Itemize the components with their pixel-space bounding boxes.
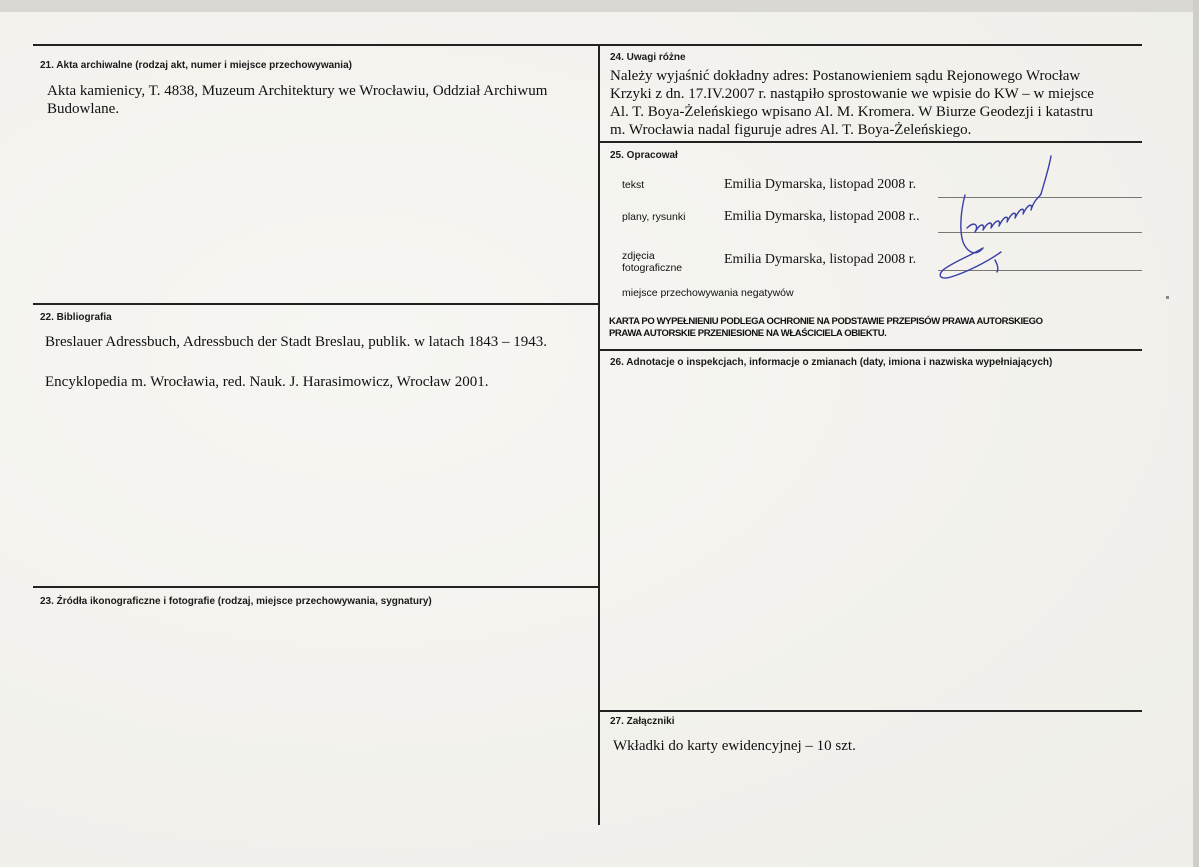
s22-label: 22. Bibliografia bbox=[40, 312, 112, 323]
rule-s22-top bbox=[33, 303, 599, 305]
scan-top-edge bbox=[0, 0, 1199, 12]
rule-center-vertical bbox=[598, 44, 600, 825]
s26-label: 26. Adnotacje o inspekcjach, informacje o zmianach (daty, imiona i nazwiska wypełniających) bbox=[610, 357, 1053, 368]
copyright-note-line2: PRAWA AUTORSKIE PRZENIESIONE NA WŁAŚCICIELA OBIEKTU. bbox=[609, 328, 887, 339]
s25-row-text-label: tekst bbox=[622, 179, 645, 191]
rule-s24-bottom bbox=[599, 141, 1142, 143]
s25-row-plans-value: Emilia Dymarska, listopad 2008 r.. bbox=[724, 209, 920, 224]
s24-label: 24. Uwagi różne bbox=[610, 52, 686, 63]
s21-line2: Budowlane. bbox=[47, 101, 120, 117]
s25-negatives-label: miejsce przechowywania negatywów bbox=[622, 287, 794, 299]
s25-row-photos-label1: zdjęcia bbox=[622, 250, 655, 262]
s24-line4: m. Wrocławia nadal figuruje adres Al. T. Boya-Żeleńskiego. bbox=[610, 122, 972, 138]
s25-label: 25. Opracował bbox=[610, 150, 678, 161]
s25-row-plans-label: plany, rysunki bbox=[622, 211, 686, 223]
s27-label: 27. Załączniki bbox=[610, 716, 675, 727]
s22-entry1: Breslauer Adressbuch, Adressbuch der Stadt Breslau, publik. w latach 1843 – 1943. bbox=[45, 334, 547, 350]
rule-s26-top bbox=[599, 349, 1142, 351]
scan-mark bbox=[1166, 296, 1169, 299]
s22-entry2: Encyklopedia m. Wrocławia, red. Nauk. J. Harasimowicz, Wrocław 2001. bbox=[45, 374, 489, 390]
s21-label: 21. Akta archiwalne (rodzaj akt, numer i miejsce przechowywania) bbox=[40, 60, 352, 71]
s24-line1: Należy wyjaśnić dokładny adres: Postanowieniem sądu Rejonowego Wrocław bbox=[610, 68, 1081, 84]
rule-top-left bbox=[33, 44, 599, 46]
s21-line1: Akta kamienicy, T. 4838, Muzeum Architektury we Wrocławiu, Oddział Archiwum bbox=[47, 83, 548, 99]
s25-row-photos-value: Emilia Dymarska, listopad 2008 r. bbox=[724, 252, 917, 267]
handwritten-signature-icon bbox=[935, 150, 1055, 285]
s25-row-photos-label2: fotograficzne bbox=[622, 262, 683, 274]
s25-row-text-value: Emilia Dymarska, listopad 2008 r. bbox=[724, 177, 917, 192]
s24-line2: Krzyki z dn. 17.IV.2007 r. nastąpiło sprostowanie we wpisie do KW – w miejsce bbox=[610, 86, 1094, 102]
rule-s23-top bbox=[33, 586, 599, 588]
copyright-note-line1: KARTA PO WYPEŁNIENIU PODLEGA OCHRONIE NA PODSTAWIE PRZEPISÓW PRAWA AUTORSKIEGO bbox=[609, 316, 1043, 327]
scan-right-edge bbox=[1193, 0, 1199, 867]
rule-s27-top bbox=[599, 710, 1142, 712]
s24-line3: Al. T. Boya-Żeleńskiego wpisano Al. M. Kromera. W Biurze Geodezji i katastru bbox=[610, 104, 1093, 120]
s23-label: 23. Źródła ikonograficzne i fotografie (rodzaj, miejsce przechowywania, sygnatury) bbox=[40, 596, 432, 607]
rule-top-right bbox=[599, 44, 1142, 46]
s27-line1: Wkładki do karty ewidencyjnej – 10 szt. bbox=[613, 738, 856, 754]
